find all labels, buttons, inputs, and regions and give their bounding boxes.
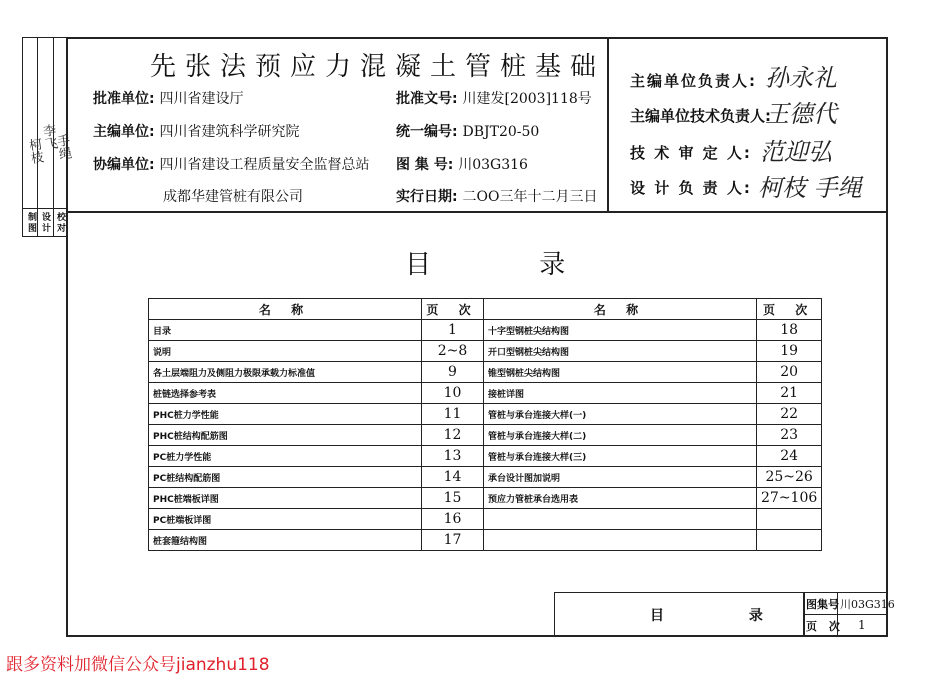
resp-chief-unit-signature: 孙永礼 [765,64,837,92]
toc-right-page: 19 [757,341,822,362]
toc-header-row [149,299,822,320]
toc-left-name: PHC桩力学性能 [149,404,422,425]
toc-right-name: 预应力管桩承台选用表 [484,488,757,509]
table-row [149,320,822,341]
effective-date-value: 二OO三年十二月三日 [462,189,598,205]
toc-table [148,298,822,551]
effective-date-label: 实行日期: [396,189,458,205]
resp-design-label: 设 计 负 责 人: [630,179,752,197]
toc-right-name: 管桩与承台连接大样(三) [484,446,757,467]
header-vertical-divider [607,37,609,213]
toc-right-page: 22 [757,404,822,425]
resp-tech-review-signature: 范迎弘 [760,138,832,166]
toc-right-page: 21 [757,383,822,404]
toc-left-name: PC桩端板详图 [149,509,422,530]
left-sign-strip [22,37,72,237]
toc-left-page: 9 [422,362,484,383]
table-row [149,467,822,488]
table-row [149,530,822,551]
toc-right-name [484,530,757,551]
toc-left-name: 桩链选择参考表 [149,383,422,404]
tb-divider-h [803,614,888,615]
toc-left-name: 桩套箍结构图 [149,530,422,551]
strip-label-draw: 制图 [26,212,36,234]
co-unit-value-1: 四川省建设工程质量安全监督总站 [159,157,370,173]
atlas-no-label: 图 集 号: [396,157,454,173]
toc-left-page: 12 [422,425,484,446]
toc-left-name: PC桩力学性能 [149,446,422,467]
col-page-left: 页 次 [422,299,484,320]
strip-signature-3: 手绳 [53,133,72,161]
toc-left-page: 13 [422,446,484,467]
toc-right-name: 承台设计图加说明 [484,467,757,488]
resp-tech-review-label: 技 术 审 定 人: [630,144,752,162]
toc-right-name: 管桩与承台连接大样(二) [484,425,757,446]
toc-left-page: 10 [422,383,484,404]
drawing-title: 先张法预应力混凝土管桩基础 [150,52,606,82]
title-block-atlas-label: 图集号 [806,598,839,611]
toc-left-page: 17 [422,530,484,551]
table-row [149,404,822,425]
co-unit-value-2: 成都华建管桩有限公司 [163,189,303,205]
chief-unit-row [93,121,299,141]
toc-right-page [757,509,822,530]
table-row [149,362,822,383]
strip-signature-1: 柯枝 [25,137,44,165]
toc-right-name [484,509,757,530]
toc-right-page: 27~106 [757,488,822,509]
strip-label-design: 设计 [40,212,50,234]
toc-right-page: 23 [757,425,822,446]
toc-right-page: 24 [757,446,822,467]
approve-doc-value: 川建发[2003]118号 [462,91,592,107]
unified-no-label: 统一编号: [396,124,458,140]
toc-left-page: 16 [422,509,484,530]
atlas-no-value: 川03G316 [458,157,528,173]
table-row [149,341,822,362]
toc-right-page: 18 [757,320,822,341]
toc-left-name: PHC桩结构配筋图 [149,425,422,446]
toc-right-name: 十字型钢桩尖结构图 [484,320,757,341]
toc-heading: 目 录 [405,250,616,280]
title-block-name: 目 录 [650,608,803,624]
toc-right-page: 20 [757,362,822,383]
unified-no-row [396,121,539,141]
title-block-page-value: 1 [858,618,866,632]
title-block-atlas-value: 川03G316 [840,598,895,611]
toc-right-name: 接桩详图 [484,383,757,404]
resp-chief-unit-label: 主编单位负责人: [630,72,757,90]
chief-unit-value: 四川省建筑科学研究院 [159,124,300,140]
toc-left-name: PC桩结构配筋图 [149,467,422,488]
toc-left-page: 14 [422,467,484,488]
chief-unit-label: 主编单位: [93,124,155,140]
toc-right-name: 锥型钢桩尖结构图 [484,362,757,383]
resp-design-signature: 柯枝 手绳 [758,174,862,202]
table-row [149,446,822,467]
resp-chief-tech-label: 主编单位技术负责人: [630,107,771,125]
toc-left-page: 11 [422,404,484,425]
strip-signature-2: 李飞 [39,123,58,151]
toc-right-name: 管桩与承台连接大样(一) [484,404,757,425]
toc-left-page: 2~8 [422,341,484,362]
effective-date-row [396,186,597,206]
table-row [149,425,822,446]
strip-label-check: 校对 [55,212,65,234]
atlas-no-row [396,154,528,174]
co-unit-row [93,154,369,174]
toc-right-page: 25~26 [757,467,822,488]
approve-unit-value: 四川省建设厅 [159,91,244,107]
approve-unit-row [93,88,243,108]
table-row [149,383,822,404]
watermark-text: 跟多资料加微信公众号jianzhu118 [6,655,270,675]
toc-left-name: 说明 [149,341,422,362]
approve-doc-label: 批准文号: [396,91,458,107]
toc-right-page [757,530,822,551]
table-row [149,509,822,530]
unified-no-value: DBJT20-50 [462,124,540,140]
co-unit-label: 协编单位: [93,157,155,173]
col-page-right: 页 次 [757,299,822,320]
resp-chief-tech-signature: 王德代 [765,100,837,128]
approve-doc-row [396,88,592,108]
title-block-page-label: 页 次 [806,620,844,633]
toc-left-page: 15 [422,488,484,509]
toc-right-name: 开口型钢桩尖结构图 [484,341,757,362]
toc-left-name: PHC桩端板详图 [149,488,422,509]
co-unit-row-2 [163,186,303,206]
toc-left-name: 目录 [149,320,422,341]
toc-left-page: 1 [422,320,484,341]
col-name-left: 名 称 [149,299,422,320]
header-divider [66,211,888,213]
table-row [149,488,822,509]
toc-left-name: 各土层端阻力及侧阻力极限承载力标准值 [149,362,422,383]
col-name-right: 名 称 [484,299,757,320]
approve-unit-label: 批准单位: [93,91,155,107]
